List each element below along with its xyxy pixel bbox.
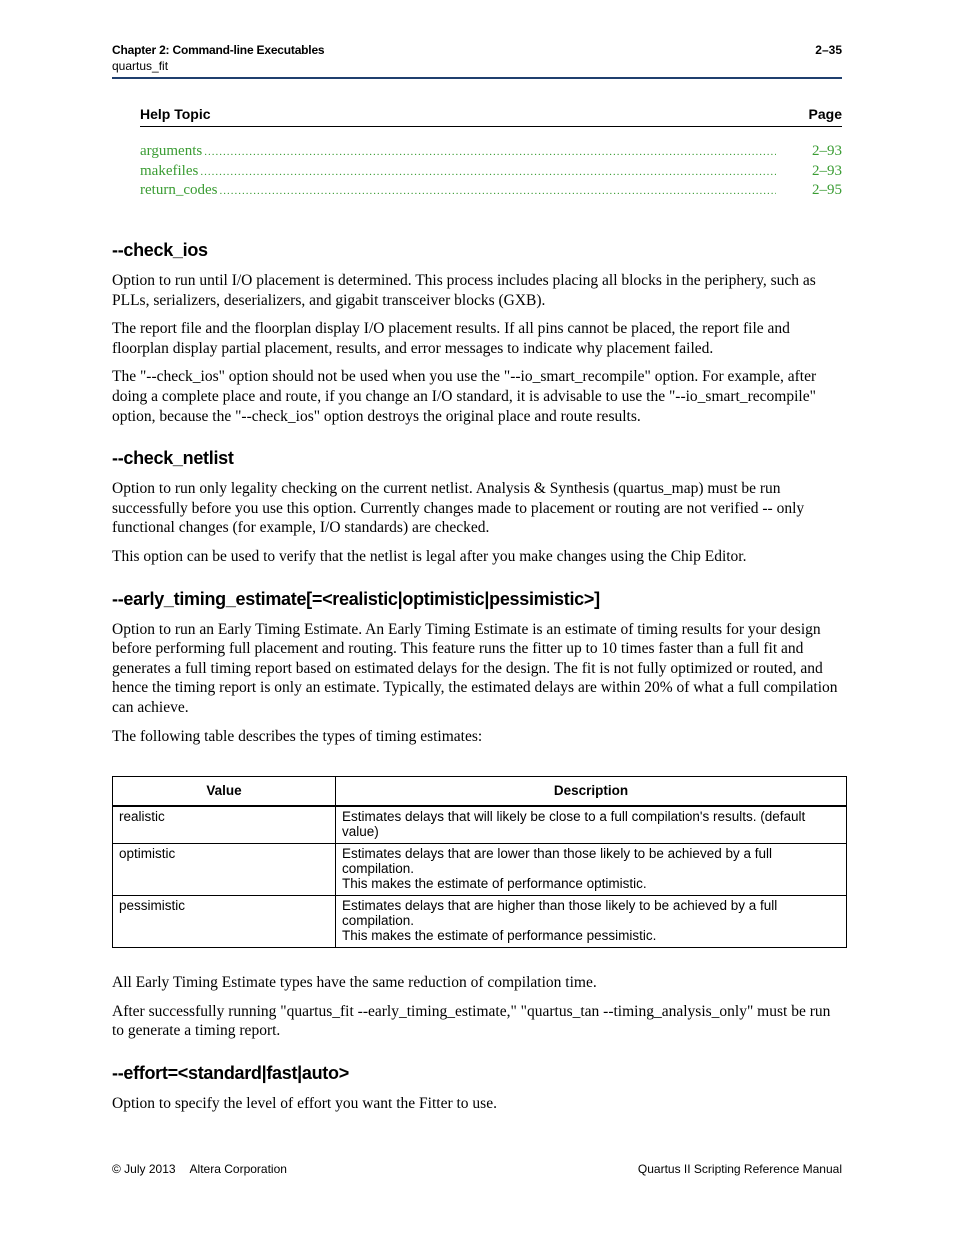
section-heading: --early_timing_estimate[=<realistic|optimistic|pessimistic>] [112, 588, 600, 609]
toc-link-makefiles[interactable] [140, 163, 842, 183]
toc-leader-dots [200, 166, 776, 178]
description-line: This makes the estimate of performance pessimistic. [342, 928, 657, 944]
toc-header [140, 106, 842, 127]
table-header-row [113, 777, 847, 807]
toc-link-page[interactable]: 2–93 [812, 162, 842, 179]
section-early-timing-estimate [112, 589, 842, 1041]
footer-company: Altera Corporation [189, 1162, 287, 1176]
toc-page-heading: Page [808, 106, 842, 122]
section-heading: --check_netlist [112, 448, 234, 469]
header-rule [112, 77, 842, 79]
cell-value: pessimistic [113, 896, 336, 948]
toc-link-arguments[interactable] [140, 143, 842, 163]
table-row [113, 806, 847, 844]
column-header-value: Value [113, 777, 336, 807]
section-check-ios [112, 240, 842, 426]
description-line: Estimates delays that will likely be close to a full compilation's results. (default value) [342, 809, 806, 840]
cell-description [336, 806, 847, 844]
paragraph: The following table describes the types of timing estimates: [112, 727, 483, 745]
table-row [113, 896, 847, 948]
toc-link-page[interactable]: 2–93 [812, 143, 842, 159]
section-check-netlist [112, 448, 842, 566]
page-body [112, 240, 842, 1135]
paragraph: Option to run until I/O placement is determined. This process includes placing all blocks in the periphery, such as PLLs, serializers, deserializers, and gigabit transceiver blocks (GXB). [112, 272, 816, 309]
toc-leader-dots [219, 185, 776, 197]
chapter-subtitle: quartus_fit [112, 59, 169, 73]
chapter-title: Chapter 2: Command-line Executables [112, 43, 325, 57]
section-heading: --effort=<standard|fast|auto> [112, 1062, 349, 1083]
toc-link-label[interactable]: return_codes [140, 182, 218, 198]
table-row [113, 844, 847, 896]
paragraph: This option can be used to verify that the netlist is legal after you make changes using the Chip Editor. [112, 547, 747, 565]
footer-manual-title: Quartus II Scripting Reference Manual [637, 1162, 842, 1176]
toc-leader-dots [204, 146, 776, 158]
description-line: Estimates delays that are higher than those likely to be achieved by a full compilation. [342, 898, 778, 929]
toc-list [140, 143, 842, 202]
description-line: This makes the estimate of performance optimistic. [342, 876, 647, 892]
page-footer-left [112, 1162, 287, 1176]
paragraph: Option to run only legality checking on the current netlist. Analysis & Synthesis (quartus_map) must be run successfully before you use this option. Currently changes made to placement or routing are not verified -- only functional changes (for example, I/O standards) are checked. [112, 480, 805, 537]
cell-value: realistic [113, 806, 336, 844]
cell-value: optimistic [113, 844, 336, 896]
column-header-description: Description [336, 777, 847, 807]
help-topic-table [140, 106, 842, 202]
toc-topic-heading: Help Topic [140, 106, 211, 122]
section-heading: --check_ios [112, 240, 208, 260]
paragraph: The report file and the floorplan display I/O placement results. If all pins cannot be placed, the report file and floorplan display partial placement, results, and error messages to indicate why placement failed. [112, 320, 790, 357]
section-effort [112, 1063, 842, 1114]
paragraph: The "--check_ios" option should not be used when you use the "--io_smart_recompile" option. For example, after doing a complete place and route, if you change an I/O standard, it is advisable to use the "--io_smart_recompile" option, because the "--check_ios" option destroys the original place and route results. [112, 368, 817, 425]
toc-link-label[interactable]: arguments [140, 143, 203, 159]
footer-date: © July 2013 [112, 1162, 176, 1176]
cell-description [336, 896, 847, 948]
paragraph: All Early Timing Estimate types have the same reduction of compilation time. [112, 974, 597, 992]
page-number: 2–35 [815, 43, 842, 57]
toc-link-return-codes[interactable] [140, 182, 842, 202]
cell-description [336, 844, 847, 896]
paragraph: Option to specify the level of effort you want the Fitter to use. [112, 1094, 497, 1112]
toc-link-page[interactable]: 2–95 [812, 182, 842, 198]
timing-estimate-table [112, 776, 847, 948]
paragraph: After successfully running "quartus_fit --early_timing_estimate," "quartus_tan --timing_analysis_only" must be run to generate a timing report. [112, 1002, 831, 1040]
paragraph: Option to run an Early Timing Estimate. An Early Timing Estimate is an estimate of timing results for your design before performing full placement and routing. This feature runs the fitter up to 10 times faster than a full fit and generates a full timing report based on estimated delays for the design. The fit is not fully optimized or routed, and hence the timing report is only an estimate. Typically, the estimated delays are within 20% of what a full compilation can achieve. [112, 620, 838, 716]
toc-link-label[interactable]: makefiles [140, 162, 199, 179]
description-line: Estimates delays that are lower than those likely to be achieved by a full compilation. [342, 846, 772, 877]
